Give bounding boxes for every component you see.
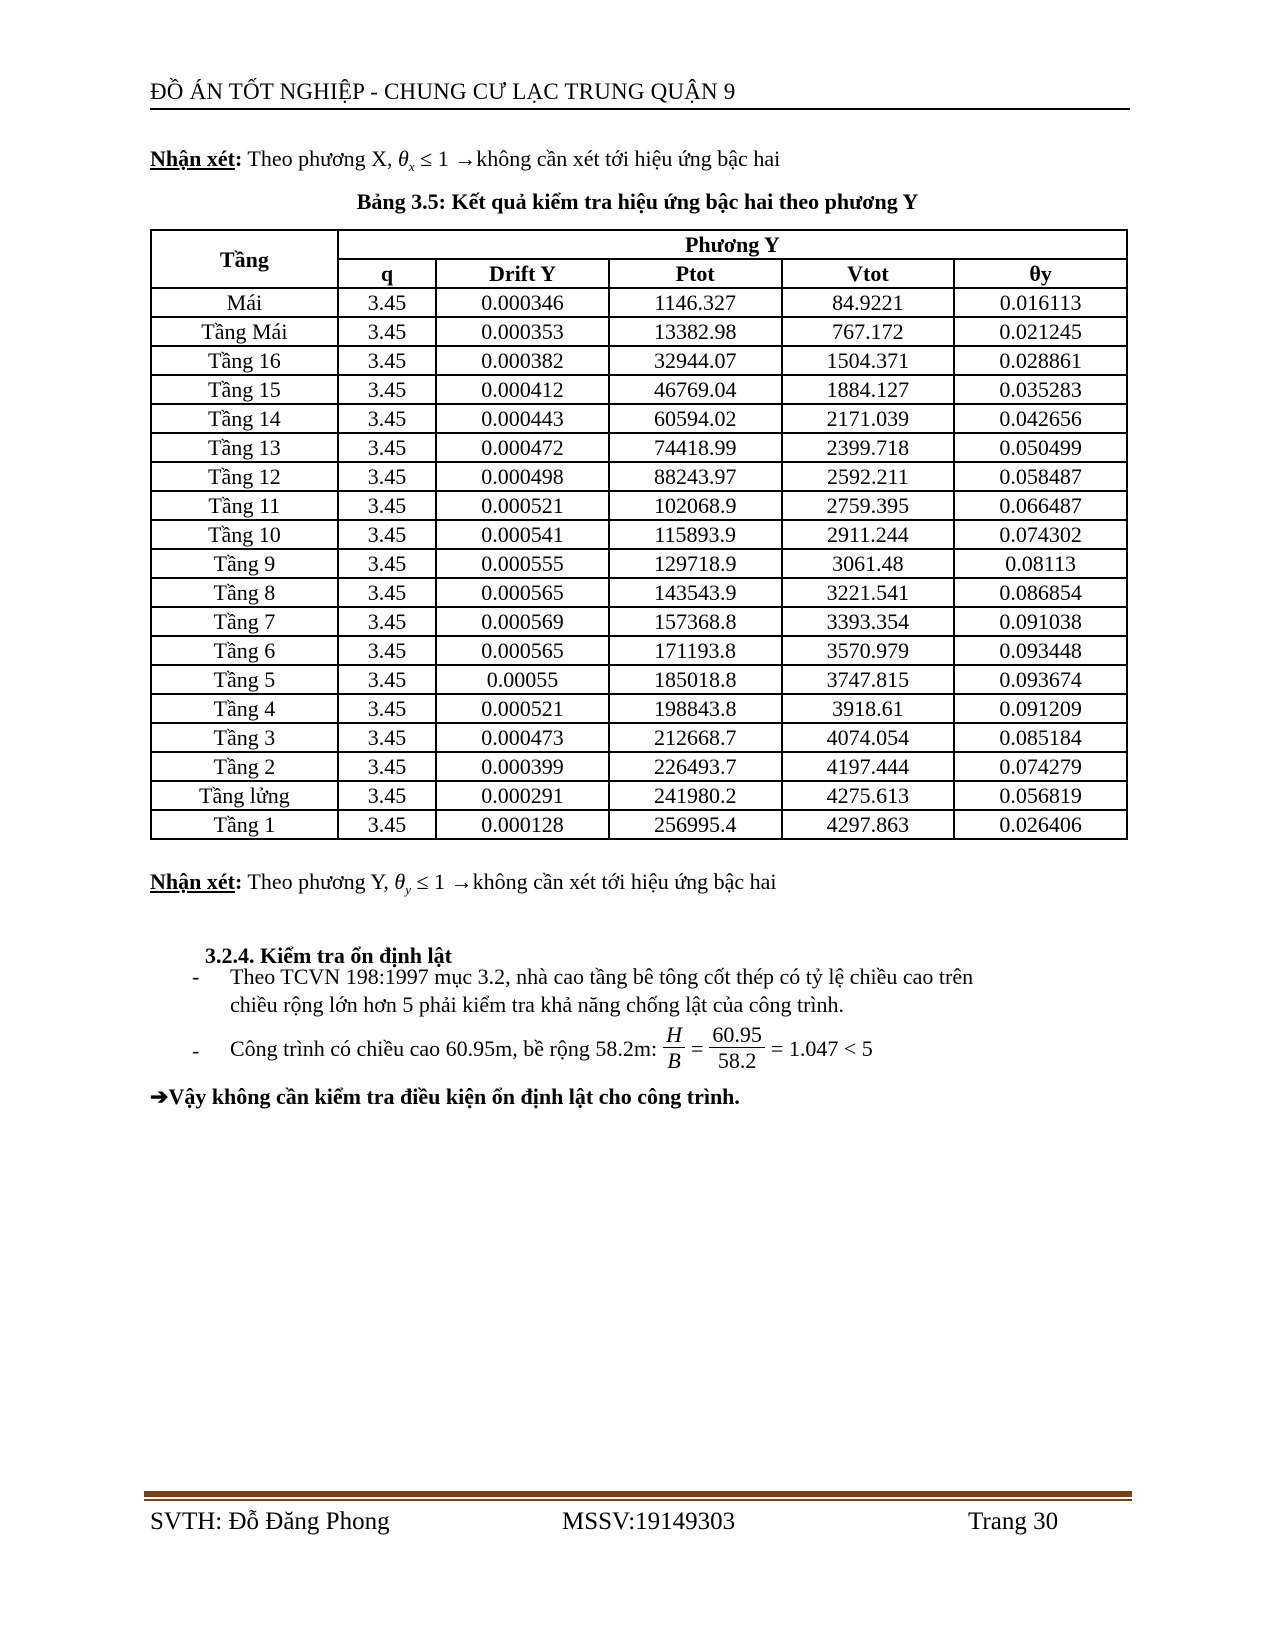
cell-theta-y: 0.085184 <box>954 723 1127 752</box>
cell-ptot: 171193.8 <box>609 636 782 665</box>
cell-vtot: 3393.354 <box>782 607 955 636</box>
cell-ptot: 129718.9 <box>609 549 782 578</box>
arrow-right-icon: → <box>450 869 473 894</box>
arrow-right-icon: ➔ <box>150 1084 169 1109</box>
bullet-dash: - <box>192 964 200 989</box>
cell-q: 3.45 <box>338 520 436 549</box>
cell-drift-y: 0.000399 <box>436 752 609 781</box>
header-theta-y: θy <box>954 259 1127 288</box>
cell-q: 3.45 <box>338 607 436 636</box>
cell-vtot: 4197.444 <box>782 752 955 781</box>
cell-floor: Tầng 6 <box>151 636 338 665</box>
cell-drift-y: 0.000443 <box>436 404 609 433</box>
cell-theta-y: 0.021245 <box>954 317 1127 346</box>
equals-sign: = <box>690 1035 704 1061</box>
cell-q: 3.45 <box>338 375 436 404</box>
cell-ptot: 241980.2 <box>609 781 782 810</box>
header-floor: Tầng <box>151 230 338 288</box>
table-row <box>151 665 1127 694</box>
cell-vtot: 2911.244 <box>782 520 955 549</box>
second-order-effect-table <box>150 229 1128 840</box>
cell-floor: Tầng 16 <box>151 346 338 375</box>
cell-floor: Tầng 9 <box>151 549 338 578</box>
cell-q: 3.45 <box>338 781 436 810</box>
cell-vtot: 4074.054 <box>782 723 955 752</box>
remark-y-relation: ≤ 1 <box>410 869 451 894</box>
table-row <box>151 723 1127 752</box>
cell-ptot: 185018.8 <box>609 665 782 694</box>
cell-theta-y: 0.050499 <box>954 433 1127 462</box>
cell-q: 3.45 <box>338 404 436 433</box>
cell-q: 3.45 <box>338 288 436 317</box>
cell-theta-y: 0.08113 <box>954 549 1127 578</box>
header-vtot: Vtot <box>782 259 955 288</box>
remark-y-label: Nhận xét <box>150 869 235 894</box>
arrow-right-icon: → <box>454 146 477 171</box>
section-title: 3.2.4. Kiểm tra ổn định lật <box>205 943 452 968</box>
header-direction-y: Phương Y <box>338 230 1127 259</box>
cell-ptot: 74418.99 <box>609 433 782 462</box>
remark-x <box>150 145 780 181</box>
table-row <box>151 694 1127 723</box>
cell-drift-y: 0.000353 <box>436 317 609 346</box>
cell-ptot: 157368.8 <box>609 607 782 636</box>
remark-y-text-before: Theo phương Y, <box>242 869 395 894</box>
table-row <box>151 636 1127 665</box>
cell-drift-y: 0.000412 <box>436 375 609 404</box>
cell-theta-y: 0.086854 <box>954 578 1127 607</box>
header-ptot: Ptot <box>609 259 782 288</box>
cell-floor: Tầng 10 <box>151 520 338 549</box>
cell-ptot: 102068.9 <box>609 491 782 520</box>
cell-q: 3.45 <box>338 491 436 520</box>
bullet-tcvn-line2: chiều rộng lớn hơn 5 phải kiểm tra khả năng chống lật của công trình. <box>230 992 845 1017</box>
theta-x-symbol: θ <box>398 146 409 171</box>
cell-ptot: 60594.02 <box>609 404 782 433</box>
cell-floor: Mái <box>151 288 338 317</box>
cell-ptot: 143543.9 <box>609 578 782 607</box>
cell-vtot: 3570.979 <box>782 636 955 665</box>
cell-drift-y: 0.000291 <box>436 781 609 810</box>
cell-theta-y: 0.093674 <box>954 665 1127 694</box>
footer-page-number: Trang 30 <box>968 1508 1059 1535</box>
cell-floor: Tầng 14 <box>151 404 338 433</box>
bullet-tcvn-line1: Theo TCVN 198:1997 mục 3.2, nhà cao tầng bê tông cốt thép có tỷ lệ chiều cao trên <box>230 964 974 989</box>
theta-y-subscript: y <box>405 882 411 897</box>
footer-student-id: MSSV:19149303 <box>562 1508 736 1535</box>
cell-theta-y: 0.016113 <box>954 288 1127 317</box>
frac-height-value: 60.95 <box>709 1023 765 1048</box>
remark-x-text-after: không cần xét tới hiệu ứng bậc hai <box>476 146 781 171</box>
header-q: q <box>338 259 436 288</box>
remark-x-colon: : <box>234 146 243 171</box>
cell-floor: Tầng 7 <box>151 607 338 636</box>
cell-theta-y: 0.056819 <box>954 781 1127 810</box>
table-row <box>151 810 1127 839</box>
table-row <box>151 462 1127 491</box>
cell-ptot: 198843.8 <box>609 694 782 723</box>
frac-h: H <box>663 1023 685 1048</box>
cell-theta-y: 0.074279 <box>954 752 1127 781</box>
cell-drift-y: 0.000128 <box>436 810 609 839</box>
table-row <box>151 607 1127 636</box>
table-row <box>151 549 1127 578</box>
table-row <box>151 375 1127 404</box>
cell-theta-y: 0.058487 <box>954 462 1127 491</box>
cell-ptot: 115893.9 <box>609 520 782 549</box>
cell-theta-y: 0.026406 <box>954 810 1127 839</box>
theta-y-symbol: θ <box>394 869 406 894</box>
cell-ptot: 32944.07 <box>609 346 782 375</box>
cell-drift-y: 0.000473 <box>436 723 609 752</box>
cell-floor: Tầng 3 <box>151 723 338 752</box>
frac-width-value: 58.2 <box>717 1048 757 1073</box>
remark-x-text-before: Theo phương X, <box>242 146 399 171</box>
ratio-h-over-b <box>663 1023 685 1074</box>
cell-theta-y: 0.091038 <box>954 607 1127 636</box>
cell-floor: Tầng 4 <box>151 694 338 723</box>
cell-vtot: 2759.395 <box>782 491 955 520</box>
cell-theta-y: 0.028861 <box>954 346 1127 375</box>
cell-q: 3.45 <box>338 578 436 607</box>
cell-floor: Tầng 2 <box>151 752 338 781</box>
cell-floor: Tầng 15 <box>151 375 338 404</box>
cell-drift-y: 0.000346 <box>436 288 609 317</box>
cell-vtot: 84.9221 <box>782 288 955 317</box>
table-row <box>151 317 1127 346</box>
table-row <box>151 404 1127 433</box>
cell-q: 3.45 <box>338 433 436 462</box>
table-caption: Bảng 3.5: Kết quả kiểm tra hiệu ứng bậc hai theo phương Y <box>356 189 919 214</box>
cell-drift-y: 0.000565 <box>436 578 609 607</box>
table-row <box>151 578 1127 607</box>
cell-drift-y: 0.000472 <box>436 433 609 462</box>
ratio-result: = 1.047 < 5 <box>770 1035 873 1061</box>
table-row <box>151 752 1127 781</box>
header-drift-y: Drift Y <box>436 259 609 288</box>
cell-ptot: 13382.98 <box>609 317 782 346</box>
table-row <box>151 433 1127 462</box>
cell-ptot: 226493.7 <box>609 752 782 781</box>
cell-ptot: 256995.4 <box>609 810 782 839</box>
cell-drift-y: 0.000521 <box>436 694 609 723</box>
cell-floor: Tầng 5 <box>151 665 338 694</box>
cell-theta-y: 0.074302 <box>954 520 1127 549</box>
ratio-values <box>709 1023 765 1074</box>
remark-y-colon: : <box>234 869 243 894</box>
cell-floor: Tầng Mái <box>151 317 338 346</box>
cell-q: 3.45 <box>338 346 436 375</box>
frac-b: B <box>667 1048 681 1073</box>
cell-vtot: 3061.48 <box>782 549 955 578</box>
cell-vtot: 767.172 <box>782 317 955 346</box>
cell-vtot: 4275.613 <box>782 781 955 810</box>
table-row <box>151 491 1127 520</box>
bullet-dimensions-content <box>230 1023 873 1074</box>
cell-floor: Tầng 8 <box>151 578 338 607</box>
cell-q: 3.45 <box>338 665 436 694</box>
bullet-dimensions-text: Công trình có chiều cao 60.95m, bề rộng 58.2m: <box>230 1035 658 1061</box>
cell-q: 3.45 <box>338 694 436 723</box>
cell-q: 3.45 <box>338 636 436 665</box>
cell-vtot: 3221.541 <box>782 578 955 607</box>
cell-q: 3.45 <box>338 462 436 491</box>
cell-ptot: 212668.7 <box>609 723 782 752</box>
cell-q: 3.45 <box>338 810 436 839</box>
cell-vtot: 2399.718 <box>782 433 955 462</box>
cell-drift-y: 0.000565 <box>436 636 609 665</box>
header-title: ĐỒ ÁN TỐT NGHIỆP - CHUNG CƯ LẠC TRUNG QUẬN 9 <box>150 79 736 104</box>
cell-q: 3.45 <box>338 723 436 752</box>
cell-drift-y: 0.000541 <box>436 520 609 549</box>
cell-theta-y: 0.093448 <box>954 636 1127 665</box>
cell-vtot: 2592.211 <box>782 462 955 491</box>
cell-drift-y: 0.000569 <box>436 607 609 636</box>
page-header <box>150 76 1130 110</box>
table-row <box>151 781 1127 810</box>
cell-vtot: 4297.863 <box>782 810 955 839</box>
table-row <box>151 346 1127 375</box>
cell-theta-y: 0.042656 <box>954 404 1127 433</box>
conclusion <box>150 1083 740 1111</box>
conclusion-text: Vậy không cần kiểm tra điều kiện ổn định lật cho công trình. <box>168 1084 740 1109</box>
cell-ptot: 46769.04 <box>609 375 782 404</box>
cell-theta-y: 0.066487 <box>954 491 1127 520</box>
cell-vtot: 1884.127 <box>782 375 955 404</box>
bullet-dash: - <box>192 1038 200 1063</box>
cell-theta-y: 0.091209 <box>954 694 1127 723</box>
cell-floor: Tầng 11 <box>151 491 338 520</box>
footer-rule <box>144 1491 1132 1497</box>
remark-y <box>150 868 777 904</box>
cell-drift-y: 0.000498 <box>436 462 609 491</box>
cell-drift-y: 0.000521 <box>436 491 609 520</box>
footer-rule-thin <box>144 1499 1132 1501</box>
cell-vtot: 1504.371 <box>782 346 955 375</box>
theta-x-subscript: x <box>408 159 415 174</box>
cell-ptot: 1146.327 <box>609 288 782 317</box>
cell-floor: Tầng 13 <box>151 433 338 462</box>
table-row <box>151 520 1127 549</box>
cell-floor: Tầng 12 <box>151 462 338 491</box>
footer-student: SVTH: Đỗ Đăng Phong <box>150 1508 390 1535</box>
cell-vtot: 2171.039 <box>782 404 955 433</box>
cell-q: 3.45 <box>338 317 436 346</box>
remark-x-label: Nhận xét <box>150 146 235 171</box>
cell-vtot: 3918.61 <box>782 694 955 723</box>
table-row <box>151 288 1127 317</box>
remark-x-relation: ≤ 1 <box>414 146 455 171</box>
remark-y-text-after: không cần xét tới hiệu ứng bậc hai <box>472 869 777 894</box>
cell-ptot: 88243.97 <box>609 462 782 491</box>
cell-drift-y: 0.000555 <box>436 549 609 578</box>
cell-drift-y: 0.000382 <box>436 346 609 375</box>
cell-floor: Tầng 1 <box>151 810 338 839</box>
cell-q: 3.45 <box>338 549 436 578</box>
cell-vtot: 3747.815 <box>782 665 955 694</box>
cell-q: 3.45 <box>338 752 436 781</box>
cell-theta-y: 0.035283 <box>954 375 1127 404</box>
cell-drift-y: 0.00055 <box>436 665 609 694</box>
table-body <box>151 288 1127 839</box>
cell-floor: Tầng lửng <box>151 781 338 810</box>
